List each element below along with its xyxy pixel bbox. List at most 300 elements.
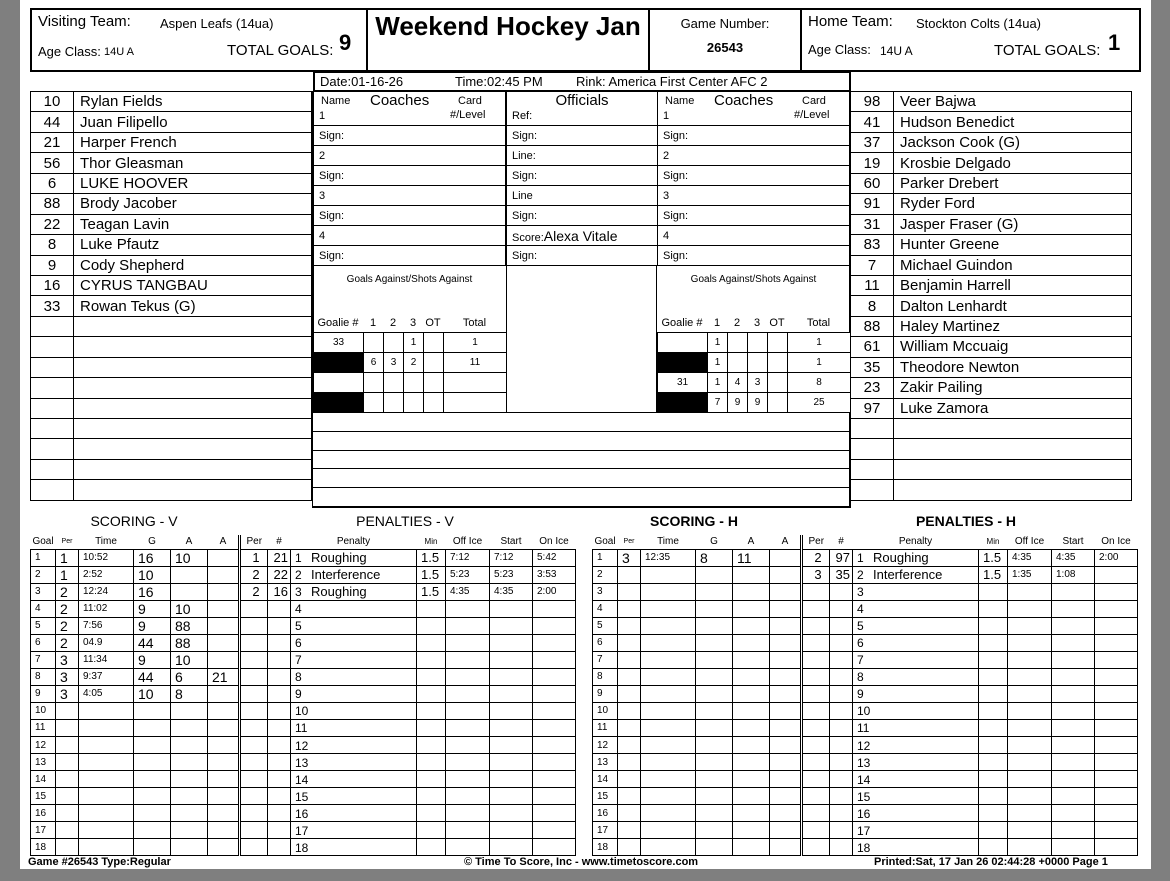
- form-cell: [658, 146, 850, 166]
- goalie-cell: [768, 353, 788, 373]
- coaches-title: Coaches: [714, 92, 774, 109]
- goal-row: [31, 737, 239, 754]
- form-row: [314, 206, 506, 226]
- penalty: [291, 685, 417, 702]
- goal-row: [593, 583, 801, 600]
- goal-scorer: [696, 788, 733, 805]
- goalie-cell: 3: [384, 353, 404, 373]
- goal-scorer: [696, 754, 733, 771]
- assist: [770, 822, 801, 839]
- goal-scorer: 8: [696, 549, 733, 566]
- form-cell: [314, 246, 506, 266]
- form-cell: [507, 166, 658, 186]
- off-ice: [1008, 702, 1052, 719]
- goal-scorer: [696, 805, 733, 822]
- penalty-minutes: [979, 651, 1008, 668]
- off-ice: [1008, 788, 1052, 805]
- goal-scorer: 16: [134, 583, 171, 600]
- penalty-row: [802, 651, 1138, 668]
- goalie-cell: 4: [728, 373, 748, 393]
- goalie-row: [314, 373, 507, 393]
- off-ice: [446, 702, 490, 719]
- time: [79, 805, 134, 822]
- form-cell: [314, 186, 506, 206]
- penalty-number: 5: [295, 619, 302, 634]
- penalty-row: [802, 754, 1138, 771]
- goal-number: 4: [31, 600, 56, 617]
- on-ice: [533, 737, 576, 754]
- penalty-minutes: 1.5: [417, 549, 446, 566]
- assist: [770, 788, 801, 805]
- goal-number: 7: [593, 651, 618, 668]
- on-ice: [533, 651, 576, 668]
- goal-number: 10: [593, 702, 618, 719]
- form-cell: [658, 126, 850, 146]
- roster-row: [31, 419, 312, 439]
- penalty: [291, 651, 417, 668]
- goal-number: 15: [31, 788, 56, 805]
- goal-row: [593, 634, 801, 651]
- form-cell: [658, 166, 850, 186]
- start: [490, 754, 533, 771]
- time: [641, 788, 696, 805]
- notes-rows: [313, 412, 850, 507]
- roster-row: [31, 398, 312, 418]
- penalty-row: [240, 651, 576, 668]
- goalie-cell: [768, 333, 788, 353]
- player-name: Thor Gleasman: [74, 153, 312, 173]
- player-number: 11: [851, 275, 894, 295]
- goalie-row: [314, 333, 507, 353]
- form-label: Sign:: [319, 249, 345, 262]
- column-header: Start: [1062, 536, 1084, 548]
- penalty-minutes: [979, 839, 1008, 856]
- time: 10:52: [79, 549, 134, 566]
- goalie-header: 2: [389, 317, 397, 329]
- start: 4:35: [490, 583, 533, 600]
- time: [641, 737, 696, 754]
- assist: [171, 822, 208, 839]
- penalty: [853, 839, 979, 856]
- start: [1052, 788, 1095, 805]
- time: 11:02: [79, 600, 134, 617]
- divider: [313, 265, 850, 266]
- form-row: [507, 246, 658, 266]
- penalty-row: [802, 839, 1138, 856]
- period: [618, 685, 641, 702]
- period: [240, 805, 268, 822]
- on-ice: [533, 805, 576, 822]
- game-number-label: Game Number:: [680, 16, 770, 31]
- column-header: Time: [95, 536, 117, 548]
- player-number: 44: [31, 112, 74, 132]
- goalie-header: Total: [806, 317, 831, 329]
- goalie-row: [658, 393, 851, 413]
- goal-row: [31, 788, 239, 805]
- roster-row: [31, 357, 312, 377]
- start: [1052, 805, 1095, 822]
- start: 5:23: [490, 566, 533, 583]
- game-date: Date:01-16-26: [320, 74, 404, 89]
- player-number: [268, 822, 291, 839]
- title-box: [366, 8, 650, 72]
- notes-cell: [313, 431, 850, 450]
- roster-row: [31, 132, 312, 152]
- penalty: [853, 702, 979, 719]
- player-number: 31: [851, 214, 894, 234]
- start: [1052, 771, 1095, 788]
- goalie-cell: 1: [708, 353, 728, 373]
- form-label: Sign:: [512, 209, 538, 222]
- column-header: Off Ice: [1014, 536, 1045, 548]
- goal-row: [31, 617, 239, 634]
- period: 1: [240, 549, 268, 566]
- form-cell: [658, 186, 850, 206]
- goal-scorer: [134, 719, 171, 736]
- goalie-header: 1: [713, 317, 721, 329]
- off-ice: [1008, 651, 1052, 668]
- player-number: 83: [851, 235, 894, 255]
- player-number: 97: [830, 549, 853, 566]
- assist: [208, 702, 239, 719]
- roster-row: [31, 173, 312, 193]
- assist: [733, 839, 770, 856]
- goal-number: 1: [593, 549, 618, 566]
- player-name: Cody Shepherd: [74, 255, 312, 275]
- penalty-type: Roughing: [873, 550, 929, 566]
- player-number: 88: [31, 194, 74, 214]
- form-cell: [314, 166, 506, 186]
- goal-number: 4: [593, 600, 618, 617]
- form-row: [507, 186, 658, 206]
- assist: [171, 583, 208, 600]
- period: [802, 737, 830, 754]
- goal-scorer: [696, 737, 733, 754]
- on-ice: [533, 668, 576, 685]
- penalty-minutes: [417, 685, 446, 702]
- assist: [208, 566, 239, 583]
- header-cell: [314, 92, 506, 126]
- penalty: [853, 805, 979, 822]
- penalty: [291, 771, 417, 788]
- period: 2: [56, 600, 79, 617]
- assist: [770, 702, 801, 719]
- period: [618, 737, 641, 754]
- home-total-goals-label: TOTAL GOALS:: [994, 42, 1101, 59]
- period: 2: [56, 617, 79, 634]
- player-name: Benjamin Harrell: [894, 275, 1132, 295]
- goalie-cell: [424, 353, 444, 373]
- goal-scorer: [696, 822, 733, 839]
- shots-row-marker: [658, 393, 708, 413]
- assist: [208, 737, 239, 754]
- form-row: [658, 146, 850, 166]
- penalty-number: 9: [857, 687, 864, 702]
- goalie-row: [314, 393, 507, 413]
- penalty-number: 1: [295, 551, 302, 566]
- penalty-type: Roughing: [311, 584, 367, 600]
- on-ice: [533, 634, 576, 651]
- player-name: Jackson Cook (G): [894, 132, 1132, 152]
- on-ice: [1095, 737, 1138, 754]
- start: [490, 771, 533, 788]
- start: [1052, 583, 1095, 600]
- penalty: [291, 566, 417, 583]
- goalie-cell: [444, 393, 507, 413]
- penalty-row: [240, 805, 576, 822]
- goal-scorer: 44: [134, 668, 171, 685]
- player-number: [851, 439, 894, 459]
- off-ice: [1008, 839, 1052, 856]
- time: [641, 685, 696, 702]
- penalty-number: 4: [857, 602, 864, 617]
- penalty-row: [240, 754, 576, 771]
- form-cell: [658, 226, 850, 246]
- on-ice: [533, 788, 576, 805]
- form-label: Sign:: [319, 169, 345, 182]
- assist: [770, 617, 801, 634]
- penalty-number: 4: [295, 602, 302, 617]
- player-name: [894, 439, 1132, 459]
- on-ice: 2:00: [533, 583, 576, 600]
- player-name: [74, 480, 312, 500]
- roster-row: [851, 214, 1132, 234]
- player-number: 6: [31, 173, 74, 193]
- off-ice: [1008, 771, 1052, 788]
- form-row: [507, 206, 658, 226]
- form-label: 3: [663, 189, 670, 202]
- assist: [770, 600, 801, 617]
- goalie-cell: [728, 353, 748, 373]
- time: [641, 719, 696, 736]
- period: [802, 617, 830, 634]
- penalty: [853, 634, 979, 651]
- card-label: Card: [458, 95, 482, 107]
- penalty-minutes: [417, 617, 446, 634]
- player-number: [31, 316, 74, 336]
- game-info-bar: [313, 71, 851, 92]
- player-name: CYRUS TANGBAU: [74, 275, 312, 295]
- penalty: [291, 617, 417, 634]
- roster-row: [31, 92, 312, 112]
- form-label: 2: [663, 149, 670, 162]
- home-goalie-table: [657, 332, 851, 413]
- form-cell: [658, 206, 850, 226]
- goal-row: [593, 719, 801, 736]
- player-number: [268, 737, 291, 754]
- form-row: [658, 206, 850, 226]
- penalty-minutes: [979, 822, 1008, 839]
- goal-number: 9: [31, 685, 56, 702]
- assist: [733, 737, 770, 754]
- player-name: Rylan Fields: [74, 92, 312, 112]
- assist: [733, 617, 770, 634]
- period: [56, 822, 79, 839]
- penalty-minutes: [979, 737, 1008, 754]
- penalty-minutes: [979, 771, 1008, 788]
- goalie-cell: [424, 333, 444, 353]
- form-row: [314, 186, 506, 206]
- player-number: [31, 480, 74, 500]
- penalty-row: [802, 805, 1138, 822]
- name-label: Name: [321, 95, 351, 107]
- player-number: [830, 754, 853, 771]
- assist: 10: [171, 651, 208, 668]
- assist: [171, 771, 208, 788]
- form-row: [314, 126, 506, 146]
- period: 2: [240, 566, 268, 583]
- form-label: Sign:: [512, 129, 538, 142]
- penalty-row: [802, 668, 1138, 685]
- goalie-cell: 7: [708, 393, 728, 413]
- assist: [770, 549, 801, 566]
- period: 3: [618, 549, 641, 566]
- goal-scorer: 9: [134, 617, 171, 634]
- goal-row: [593, 668, 801, 685]
- player-name: [74, 439, 312, 459]
- form-label: Sign:: [512, 169, 538, 182]
- goal-scorer: 16: [134, 549, 171, 566]
- penalty-number: 11: [857, 721, 870, 736]
- penalty: [853, 788, 979, 805]
- off-ice: [1008, 600, 1052, 617]
- goal-scorer: [134, 737, 171, 754]
- goal-number: 3: [31, 583, 56, 600]
- form-row: [507, 166, 658, 186]
- goal-number: 8: [31, 668, 56, 685]
- assist: 10: [171, 600, 208, 617]
- penalty: [291, 788, 417, 805]
- player-number: [31, 357, 74, 377]
- period: [618, 719, 641, 736]
- period: [240, 754, 268, 771]
- period: [240, 771, 268, 788]
- penalty-row: [240, 634, 576, 651]
- penalty-row: [240, 549, 576, 566]
- start: [490, 634, 533, 651]
- shots-row-marker: [314, 393, 364, 413]
- penalty: [853, 651, 979, 668]
- goal-number: 5: [593, 617, 618, 634]
- goal-scorer: [134, 839, 171, 856]
- player-number: 16: [31, 275, 74, 295]
- goal-number: 17: [31, 822, 56, 839]
- player-number: [851, 480, 894, 500]
- off-ice: 1:35: [1008, 566, 1052, 583]
- on-ice: [1095, 822, 1138, 839]
- player-number: 9: [31, 255, 74, 275]
- goalie-cell: [314, 373, 364, 393]
- player-number: 97: [851, 398, 894, 418]
- off-ice: [446, 822, 490, 839]
- period: [802, 668, 830, 685]
- roster-row: [851, 92, 1132, 112]
- penalty: [853, 617, 979, 634]
- penalty-number: 8: [295, 670, 302, 685]
- assist: [733, 702, 770, 719]
- form-row: [314, 246, 506, 266]
- goal-row: [593, 788, 801, 805]
- assist: [770, 668, 801, 685]
- form-label: Sign:: [663, 129, 689, 142]
- form-row: [658, 246, 850, 266]
- period: [240, 668, 268, 685]
- form-cell: [507, 126, 658, 146]
- period: [56, 771, 79, 788]
- visiting-age-class: 14U A: [104, 46, 134, 58]
- form-label: Sign:: [663, 249, 689, 262]
- penalty-minutes: [417, 754, 446, 771]
- time: [79, 771, 134, 788]
- player-name: Hunter Greene: [894, 235, 1132, 255]
- off-ice: [446, 685, 490, 702]
- on-ice: [1095, 805, 1138, 822]
- time: [641, 702, 696, 719]
- penalty: [291, 839, 417, 856]
- start: [1052, 822, 1095, 839]
- notes-cell: [313, 413, 850, 432]
- assist: [208, 617, 239, 634]
- goal-scorer: [696, 702, 733, 719]
- period: [240, 737, 268, 754]
- period: [802, 805, 830, 822]
- goal-row: [593, 822, 801, 839]
- roster-row: [31, 235, 312, 255]
- off-ice: [446, 839, 490, 856]
- goal-scorer: [696, 839, 733, 856]
- column-header: G: [710, 536, 718, 548]
- on-ice: [1095, 600, 1138, 617]
- goal-row: [31, 651, 239, 668]
- goalie-cell: [384, 393, 404, 413]
- player-number: 21: [268, 549, 291, 566]
- period: [618, 771, 641, 788]
- column-header: A: [219, 536, 227, 548]
- off-ice: [1008, 685, 1052, 702]
- assist: [770, 651, 801, 668]
- penalty-number: 17: [295, 823, 309, 838]
- goal-scorer: [134, 754, 171, 771]
- penalty-row: [240, 583, 576, 600]
- player-number: [830, 702, 853, 719]
- time: [79, 719, 134, 736]
- goal-number: 7: [31, 651, 56, 668]
- off-ice: [1008, 719, 1052, 736]
- form-label: 4: [663, 229, 670, 242]
- penalty-minutes: [417, 771, 446, 788]
- assist: [208, 754, 239, 771]
- penalty: [291, 583, 417, 600]
- period: [802, 788, 830, 805]
- assist: [208, 719, 239, 736]
- assist: [733, 822, 770, 839]
- period: [56, 839, 79, 856]
- penalties-v-title: PENALTIES - V: [356, 513, 454, 529]
- coach-1-label: 1: [663, 110, 670, 122]
- penalty-number: 11: [295, 721, 308, 736]
- goal-number: 8: [593, 668, 618, 685]
- start: [490, 737, 533, 754]
- header-row: [31, 535, 239, 549]
- goal-number: 2: [31, 566, 56, 583]
- penalty-row: [240, 685, 576, 702]
- assist: [770, 737, 801, 754]
- assist: [733, 634, 770, 651]
- penalty-row: [802, 566, 1138, 583]
- penalty-row: [240, 788, 576, 805]
- start: [490, 839, 533, 856]
- card-level-label: #/Level: [794, 109, 830, 121]
